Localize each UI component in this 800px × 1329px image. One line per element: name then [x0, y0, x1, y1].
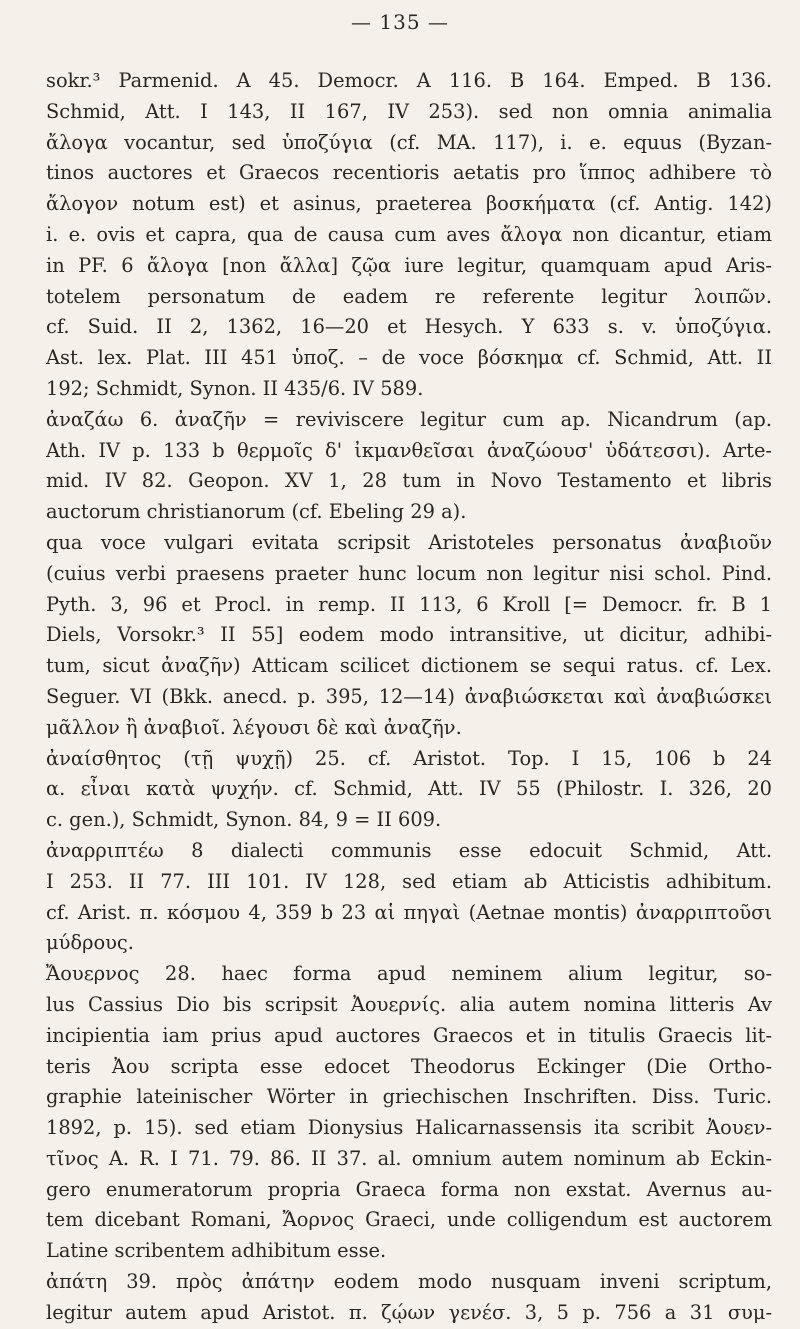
- text-line: c. gen.), Schmidt, Synon. 84, 9 = II 609.: [46, 808, 442, 832]
- text-line: ἀναζάω 6. ἀναζῆν = reviviscere legitur cum ap. Nicandrum (ap.: [46, 407, 772, 431]
- text-line: α. εἶναι κατὰ ψυχήν. cf. Schmid, Att. IV 55 (Philostr. I. 326, 20: [46, 777, 772, 801]
- text-line: τῖνος A. R. I 71. 79. 86. II 37. al. omnium autem nominum ab Eckin-: [46, 1146, 772, 1170]
- text-line: Schmid, Att. I 143, II 167, IV 253). sed non omnia animalia: [46, 99, 772, 123]
- text-line: ἀναρριπτέω 8 dialecti communis esse edocuit Schmid, Att.: [46, 838, 772, 862]
- page-number-header: — 135 —: [351, 10, 449, 34]
- text-line: totelem personatum de eadem re referente legitur λοιπῶν.: [46, 284, 772, 308]
- text-line: Latine scribentem adhibitum esse.: [46, 1239, 387, 1263]
- text-line: ἄλογα vocantur, sed ὑποζύγια (cf. MA. 117), i. e. equus (Byzan-: [46, 130, 772, 154]
- text-line: Seguer. VI (Bkk. anecd. p. 395, 12—14) ἀναβιώσκεται καὶ ἀναβιώσκει: [46, 684, 772, 708]
- text-line: tum, sicut ἀναζῆν) Atticam scilicet dictionem se sequi ratus. cf. Lex.: [46, 654, 772, 678]
- text-line: legitur autem apud Aristot. π. ζῴων γενέσ. 3, 5 p. 756 a 31 συμ-: [46, 1300, 772, 1324]
- text-line: lus Cassius Dio bis scripsit Ἀουερνίς. alia autem nomina litteris Av: [46, 992, 772, 1016]
- text-line: 192; Schmidt, Synon. II 435/6. IV 589.: [46, 376, 424, 400]
- text-line: 1892, p. 15). sed etiam Dionysius Halicarnassensis ita scribit Ἀουεν-: [46, 1116, 772, 1140]
- text-line: tinos auctores et Graecos recentioris aetatis pro ἵππος adhibere τὸ: [46, 161, 772, 185]
- text-line: qua voce vulgari evitata scripsit Aristoteles personatus ἀναβιοῦν: [46, 530, 772, 554]
- text-line: ἀναίσθητος (τῇ ψυχῇ) 25. cf. Aristot. Top. I 15, 106 b 24: [46, 746, 772, 770]
- text-line: Pyth. 3, 96 et Procl. in remp. II 113, 6 Kroll [= Democr. fr. B 1: [46, 592, 772, 616]
- text-line: ἄλογον notum est) et asinus, praeterea βοσκήματα (cf. Antig. 142): [46, 192, 772, 216]
- text-line: auctorum christianorum (cf. Ebeling 29 a).: [46, 500, 467, 524]
- text-line: ἀπάτη 39. πρὸς ἀπάτην eodem modo nusquam inveni scriptum,: [46, 1270, 772, 1294]
- text-line: Ast. lex. Plat. III 451 ὑποζ. – de voce βόσκημα cf. Schmid, Att. II: [46, 346, 772, 370]
- text-line: Ἄουερνος 28. haec forma apud neminem alium legitur, so-: [46, 962, 772, 986]
- text-line: tem dicebant Romani, Ἄορνος Graeci, unde colligendum est auctorem: [46, 1208, 772, 1232]
- text-line: (cuius verbi praesens praeter hunc locum non legitur nisi schol. Pind.: [46, 561, 772, 585]
- text-line: graphie lateinischer Wörter in griechischen Inschriften. Diss. Turic.: [46, 1085, 772, 1109]
- text-line: sokr.³ Parmenid. A 45. Democr. A 116. B 164. Emped. B 136.: [46, 69, 772, 92]
- page-body-text: [46, 66, 772, 1329]
- text-line: μᾶλλον ἢ ἀναβιοῖ. λέγουσι δὲ καὶ ἀναζῆν.: [46, 715, 462, 739]
- text-line: cf. Arist. π. κόσμου 4, 359 b 23 αἱ πηγαὶ (Aetnae montis) ἀναρριπτοῦσι: [46, 900, 772, 924]
- text-line: i. e. ovis et capra, qua de causa cum aves ἄλογα non dicantur, etiam: [46, 222, 772, 246]
- text-line: Ath. IV p. 133 b θερμοῖς δ' ἰκμανθεῖσαι ἀναζώουσ' ὑδάτεσσι). Arte-: [46, 438, 772, 462]
- text-line: μύδρους.: [46, 931, 134, 955]
- text-line: I 253. II 77. III 101. IV 128, sed etiam ab Atticistis adhibitum.: [46, 869, 772, 893]
- text-line: teris Ἀου scripta esse edocet Theodorus Eckinger (Die Ortho-: [46, 1054, 772, 1078]
- text-line: gero enumeratorum propria Graeca forma non exstat. Avernus au-: [46, 1177, 772, 1201]
- text-line: cf. Suid. II 2, 1362, 16—20 et Hesych. Y 633 s. v. ὑποζύγια.: [46, 315, 772, 339]
- text-line: in PF. 6 ἄλογα [non ἄλλα] ζῷα iure legitur, quamquam apud Aris-: [46, 253, 772, 277]
- text-line: Diels, Vorsokr.³ II 55] eodem modo intransitive, ut dicitur, adhibi-: [46, 623, 772, 647]
- text-line: incipientia iam prius apud auctores Graecos et in titulis Graecis lit-: [46, 1023, 772, 1047]
- text-line: mid. IV 82. Geopon. XV 1, 28 tum in Novo Testamento et libris: [46, 469, 772, 493]
